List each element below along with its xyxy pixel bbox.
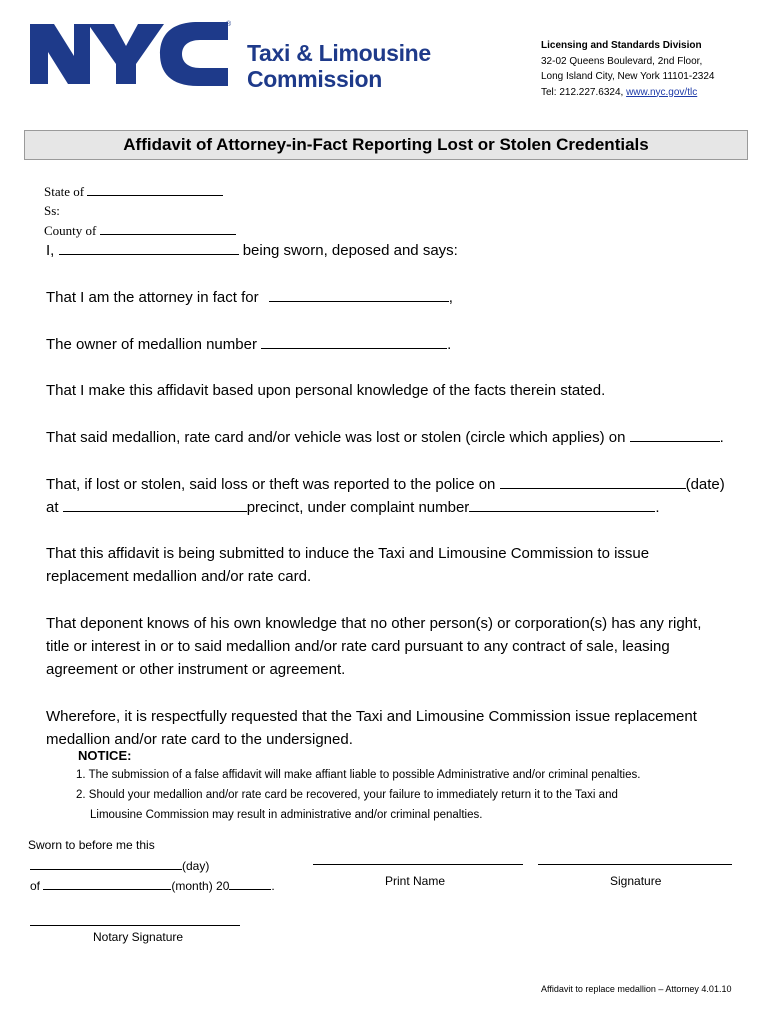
notice-item-1: 1. The submission of a false affidavit will make affiant liable to possible Administrative and/or criminal penalties. (76, 769, 641, 781)
day-label: (day) (182, 859, 210, 873)
agency-name-line2: Commission (247, 66, 383, 92)
county-label: County of (44, 223, 97, 238)
p6b-mid: precinct, under complaint number (246, 499, 470, 516)
p6-suffix: (date) (685, 476, 725, 493)
p8-line2: title or interest in or to said medallion and/or rate card pursuant to any contract of sale, leasing (46, 638, 670, 655)
p7-line2: replacement medallion and/or rate card. (46, 568, 312, 585)
paragraph-lost-stolen (46, 426, 724, 449)
principal-name-field[interactable] (269, 287, 449, 302)
agency-name (247, 40, 431, 92)
lost-date-field[interactable] (630, 427, 720, 442)
agency-name-line1: Taxi & Limousine (247, 40, 431, 66)
month-label: (month) 20 (171, 879, 230, 893)
month-line (30, 877, 275, 893)
paragraph-no-other-interest (46, 612, 701, 681)
notice-list (76, 765, 640, 825)
telephone: Tel: 212.227.6324, (541, 86, 627, 98)
ss-label: Ss: (44, 203, 60, 218)
p5-suffix: . (719, 429, 724, 446)
state-of-line (44, 183, 223, 200)
p6-prefix: That, if lost or stolen, said loss or theft was reported to the police on (46, 476, 496, 493)
contact-line (541, 85, 714, 101)
p1-prefix: I, (46, 242, 55, 259)
p3-suffix: . (447, 336, 452, 353)
website-link[interactable]: www.nyc.gov/tlc (626, 86, 698, 98)
p6b-prefix: at (46, 499, 59, 516)
notice-item-2-line1: 2. Should your medallion and/or rate card be recovered, your failure to immediately return it to the Taxi and (76, 789, 618, 801)
svg-text:®: ® (226, 21, 232, 28)
affiant-name-field[interactable] (59, 240, 239, 255)
p8-line1: That deponent knows of his own knowledge that no other person(s) or corporation(s) has any right, (46, 615, 702, 632)
p7-line1: That this affidavit is being submitted to induce the Taxi and Limousine Commission to issue (46, 545, 650, 562)
complaint-number-field[interactable] (469, 497, 655, 512)
nyc-logo (28, 18, 234, 90)
p2-prefix: That I am the attorney in fact for (46, 289, 259, 306)
of-label: of (30, 879, 41, 893)
address-line2: Long Island City, New York 11101-2324 (541, 71, 715, 82)
address-line1: 32-02 Queens Boulevard, 2nd Floor, (541, 55, 703, 67)
print-name-label: Print Name (385, 874, 446, 888)
paragraph-wherefore (46, 705, 697, 751)
form-title: Affidavit of Attorney-in-Fact Reporting Lost or Stolen Credentials (24, 130, 748, 160)
p6b-suffix: . (655, 499, 660, 516)
paragraph-police-report (46, 473, 725, 496)
county-field[interactable] (100, 222, 236, 235)
p9-line2: medallion and/or rate card to the undersigned. (46, 731, 353, 748)
notice-title: NOTICE: (78, 748, 132, 763)
month-field[interactable] (43, 877, 171, 890)
paragraph-knowledge: That I make this affidavit based upon personal knowledge of the facts therein stated. (46, 382, 606, 399)
day-line (30, 857, 209, 873)
signature-label: Signature (610, 874, 662, 888)
p9-line1: Wherefore, it is respectfully requested that the Taxi and Limousine Commission issue replacement (46, 708, 697, 725)
paragraph-owner (46, 333, 451, 356)
month-line-period: . (271, 879, 275, 893)
sworn-label: Sworn to before me this (28, 838, 155, 852)
signature-line[interactable] (538, 864, 732, 865)
paragraph-sworn (46, 239, 458, 262)
p8-line3: agreement or other instrument or agreement. (46, 661, 346, 678)
paragraph-inducement (46, 542, 649, 588)
division-contact (541, 38, 714, 100)
p2-suffix: , (448, 289, 453, 306)
precinct-field[interactable] (63, 497, 247, 512)
county-of-line (44, 222, 236, 239)
year-field[interactable] (229, 877, 271, 890)
paragraph-precinct (46, 496, 659, 519)
division-name: Licensing and Standards Division (541, 40, 702, 51)
paragraph-attorney (46, 286, 453, 309)
notice-item-2-line2: Limousine Commission may result in administrative and/or criminal penalties. (90, 809, 483, 821)
state-label: State of (44, 184, 85, 199)
medallion-number-field[interactable] (261, 334, 447, 349)
print-name-line[interactable] (313, 864, 523, 865)
p5-prefix: That said medallion, rate card and/or vehicle was lost or stolen (circle which applies) on (46, 429, 626, 446)
notary-signature-label: Notary Signature (93, 930, 184, 944)
state-field[interactable] (87, 183, 223, 196)
p3-prefix: The owner of medallion number (46, 336, 257, 353)
p1-suffix: being sworn, deposed and says: (242, 242, 458, 259)
footer-form-id: Affidavit to replace medallion – Attorney 4.01.10 (541, 984, 732, 994)
report-date-field[interactable] (500, 474, 686, 489)
notary-signature-line[interactable] (30, 925, 240, 926)
day-field[interactable] (30, 857, 182, 870)
